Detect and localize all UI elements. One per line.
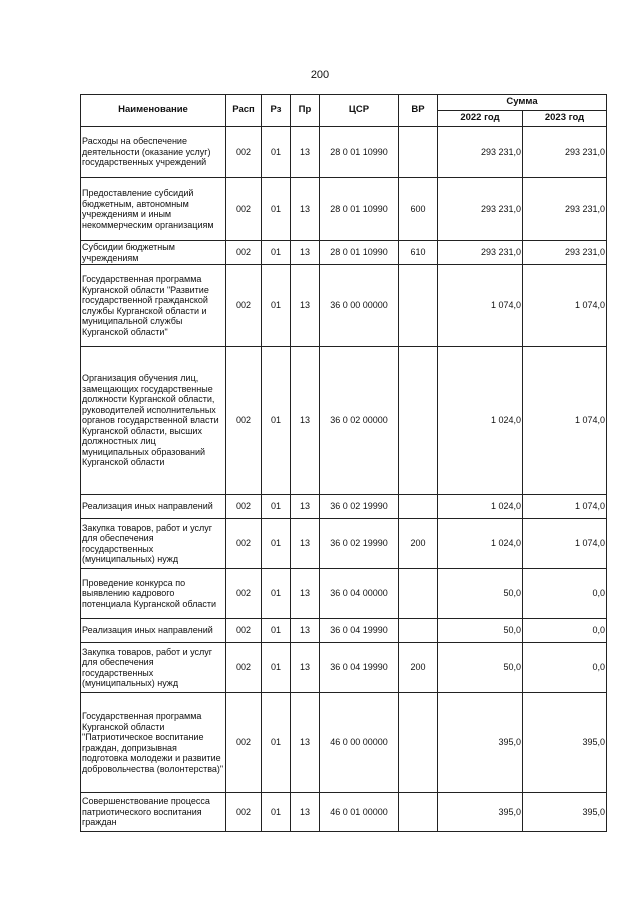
rasp-cell: 002 — [226, 793, 262, 832]
vr-cell: 600 — [399, 178, 438, 241]
rz-cell: 01 — [262, 519, 291, 569]
header-sum: Сумма — [438, 95, 607, 111]
page-number: 200 — [310, 69, 330, 81]
pr-cell: 13 — [291, 495, 320, 519]
budget-table — [80, 94, 607, 832]
row-name-cell: Расходы на обеспечение деятельности (оказание услуг) государственных учреждений — [81, 127, 226, 178]
header-vr: ВР — [399, 95, 438, 127]
rasp-cell: 002 — [226, 127, 262, 178]
amount-2023-cell: 1 074,0 — [523, 265, 607, 347]
pr-cell: 13 — [291, 265, 320, 347]
amount-2022-cell: 395,0 — [438, 793, 523, 832]
rasp-cell: 002 — [226, 569, 262, 619]
csr-cell: 36 0 02 00000 — [320, 347, 399, 495]
header-csr: ЦСР — [320, 95, 399, 127]
pr-cell: 13 — [291, 793, 320, 832]
vr-cell — [399, 495, 438, 519]
csr-cell: 36 0 02 19990 — [320, 519, 399, 569]
pr-cell: 13 — [291, 127, 320, 178]
amount-2022-cell: 293 231,0 — [438, 241, 523, 265]
rasp-cell: 002 — [226, 241, 262, 265]
vr-cell — [399, 693, 438, 793]
pr-cell: 13 — [291, 619, 320, 643]
rz-cell: 01 — [262, 347, 291, 495]
vr-cell — [399, 265, 438, 347]
row-name-cell: Проведение конкурса по выявлению кадрового потенциала Курганской области — [81, 569, 226, 619]
amount-2023-cell: 293 231,0 — [523, 241, 607, 265]
row-name-cell: Реализация иных направлений — [81, 495, 226, 519]
table-row — [81, 178, 607, 241]
row-name-cell: Закупка товаров, работ и услуг для обеспечения государственных (муниципальных) нужд — [81, 519, 226, 569]
csr-cell: 36 0 04 00000 — [320, 569, 399, 619]
vr-cell — [399, 619, 438, 643]
pr-cell: 13 — [291, 643, 320, 693]
header-2023: 2023 год — [523, 111, 607, 127]
table-row — [81, 495, 607, 519]
pr-cell: 13 — [291, 241, 320, 265]
rz-cell: 01 — [262, 495, 291, 519]
rasp-cell: 002 — [226, 519, 262, 569]
vr-cell: 200 — [399, 643, 438, 693]
csr-cell: 36 0 02 19990 — [320, 495, 399, 519]
amount-2022-cell: 293 231,0 — [438, 127, 523, 178]
table-row — [81, 241, 607, 265]
rasp-cell: 002 — [226, 693, 262, 793]
csr-cell: 36 0 04 19990 — [320, 619, 399, 643]
amount-2023-cell: 395,0 — [523, 793, 607, 832]
amount-2023-cell: 0,0 — [523, 643, 607, 693]
amount-2023-cell: 0,0 — [523, 619, 607, 643]
pr-cell: 13 — [291, 519, 320, 569]
header-pr: Пр — [291, 95, 320, 127]
amount-2022-cell: 1 074,0 — [438, 265, 523, 347]
row-name-cell: Организация обучения лиц, замещающих государственные должности Курганской области, руководителей исполнительных органов государственной власти Курганской области, высших должностных лиц муниципальных образований Курганской области — [81, 347, 226, 495]
rz-cell: 01 — [262, 127, 291, 178]
rasp-cell: 002 — [226, 347, 262, 495]
vr-cell — [399, 569, 438, 619]
rz-cell: 01 — [262, 569, 291, 619]
header-2022: 2022 год — [438, 111, 523, 127]
vr-cell: 610 — [399, 241, 438, 265]
table-row — [81, 643, 607, 693]
vr-cell: 200 — [399, 519, 438, 569]
rasp-cell: 002 — [226, 619, 262, 643]
csr-cell: 36 0 00 00000 — [320, 265, 399, 347]
rz-cell: 01 — [262, 793, 291, 832]
vr-cell — [399, 127, 438, 178]
csr-cell: 36 0 04 19990 — [320, 643, 399, 693]
row-name-cell: Государственная программа Курганской области "Патриотическое воспитание граждан, допризывная подготовка молодежи и развитие добровольчества (волонтерства)" — [81, 693, 226, 793]
vr-cell — [399, 347, 438, 495]
rasp-cell: 002 — [226, 265, 262, 347]
amount-2022-cell: 1 024,0 — [438, 519, 523, 569]
amount-2022-cell: 1 024,0 — [438, 495, 523, 519]
rz-cell: 01 — [262, 619, 291, 643]
rasp-cell: 002 — [226, 178, 262, 241]
table-row — [81, 569, 607, 619]
table-row — [81, 619, 607, 643]
table-body — [81, 127, 607, 832]
header-name: Наименование — [81, 95, 226, 127]
row-name-cell: Предоставление субсидий бюджетным, автономным учреждениям и иным некоммерческим организациям — [81, 178, 226, 241]
amount-2022-cell: 395,0 — [438, 693, 523, 793]
table-row — [81, 265, 607, 347]
header-rasp: Расп — [226, 95, 262, 127]
row-name-cell: Реализация иных направлений — [81, 619, 226, 643]
row-name-cell: Совершенствование процесса патриотического воспитания граждан — [81, 793, 226, 832]
amount-2023-cell: 1 074,0 — [523, 519, 607, 569]
rasp-cell: 002 — [226, 643, 262, 693]
csr-cell: 28 0 01 10990 — [320, 127, 399, 178]
amount-2022-cell: 1 024,0 — [438, 347, 523, 495]
amount-2023-cell: 1 074,0 — [523, 495, 607, 519]
amount-2023-cell: 395,0 — [523, 693, 607, 793]
header-rz: Рз — [262, 95, 291, 127]
amount-2022-cell: 50,0 — [438, 619, 523, 643]
row-name-cell: Государственная программа Курганской области "Развитие государственной гражданской службы Курганской области и муниципальной службы Курганской области" — [81, 265, 226, 347]
pr-cell: 13 — [291, 693, 320, 793]
rz-cell: 01 — [262, 693, 291, 793]
rz-cell: 01 — [262, 178, 291, 241]
pr-cell: 13 — [291, 178, 320, 241]
rz-cell: 01 — [262, 241, 291, 265]
row-name-cell: Закупка товаров, работ и услуг для обеспечения государственных (муниципальных) нужд — [81, 643, 226, 693]
rz-cell: 01 — [262, 643, 291, 693]
rasp-cell: 002 — [226, 495, 262, 519]
table-row — [81, 693, 607, 793]
amount-2022-cell: 293 231,0 — [438, 178, 523, 241]
table-row — [81, 519, 607, 569]
amount-2023-cell: 0,0 — [523, 569, 607, 619]
csr-cell: 28 0 01 10990 — [320, 178, 399, 241]
amount-2023-cell: 293 231,0 — [523, 178, 607, 241]
csr-cell: 46 0 00 00000 — [320, 693, 399, 793]
amount-2023-cell: 1 074,0 — [523, 347, 607, 495]
vr-cell — [399, 793, 438, 832]
pr-cell: 13 — [291, 347, 320, 495]
amount-2022-cell: 50,0 — [438, 569, 523, 619]
pr-cell: 13 — [291, 569, 320, 619]
row-name-cell: Субсидии бюджетным учреждениям — [81, 241, 226, 265]
rz-cell: 01 — [262, 265, 291, 347]
csr-cell: 28 0 01 10990 — [320, 241, 399, 265]
amount-2023-cell: 293 231,0 — [523, 127, 607, 178]
table-row — [81, 127, 607, 178]
table-row — [81, 793, 607, 832]
amount-2022-cell: 50,0 — [438, 643, 523, 693]
csr-cell: 46 0 01 00000 — [320, 793, 399, 832]
table-row — [81, 347, 607, 495]
